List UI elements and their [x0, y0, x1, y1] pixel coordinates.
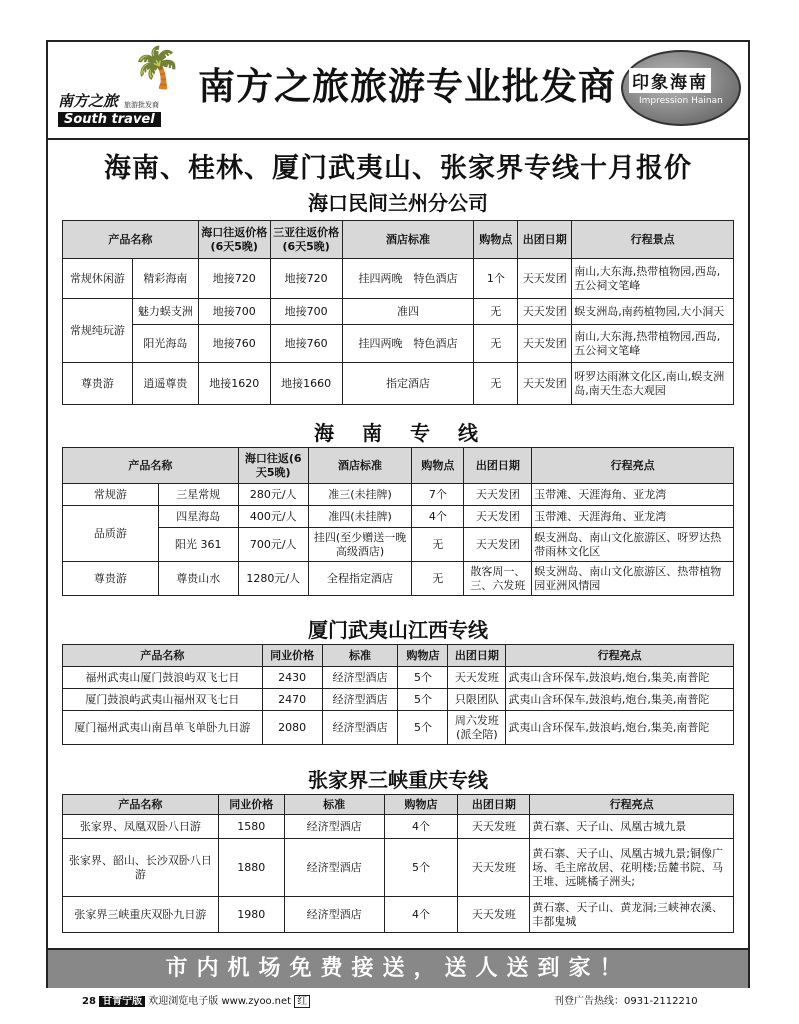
cell: 4个 [384, 897, 458, 933]
cell: 玉带滩、天涯海角、亚龙湾 [532, 484, 734, 506]
logo-en: South travel [58, 112, 161, 127]
cell: 天天发团 [464, 484, 532, 506]
cell: 地接720 [198, 259, 270, 299]
table-row [63, 325, 734, 363]
table-row [63, 528, 734, 562]
cell: 准四(未挂牌) [308, 506, 412, 528]
cell: 阳光 361 [158, 528, 238, 562]
logo-cn: 南方之旅 [58, 92, 119, 110]
cell: 武夷山含环保车,鼓浪屿,炮台,集美,南普陀 [506, 689, 734, 711]
section-xiamen: 厦门武夷山江西专线 [308, 618, 488, 642]
cell: 1280元/人 [238, 562, 308, 596]
cell: 天天发团 [518, 259, 572, 299]
col-header: 酒店标准 [342, 221, 474, 259]
south-travel-logo [54, 45, 188, 132]
col-header: 三亚往返价格(6天5晚) [270, 221, 342, 259]
cell: 全程指定酒店 [308, 562, 412, 596]
cell: 精彩海南 [132, 259, 198, 299]
col-header: 购物点 [474, 221, 518, 259]
cell: 天天发团 [464, 506, 532, 528]
cell: 无 [474, 299, 518, 325]
table-row [63, 506, 734, 528]
col-header: 出团日期 [464, 448, 532, 484]
cell: 挂四(至少赠送一晚高级酒店) [308, 528, 412, 562]
color-tag: 红 [294, 995, 310, 1008]
col-header: 出团日期 [458, 795, 530, 815]
cell: 1580 [218, 815, 284, 839]
cell: 1980 [218, 897, 284, 933]
cell: 品质游 [63, 506, 159, 562]
cell: 无 [474, 325, 518, 363]
col-header: 出团日期 [518, 221, 572, 259]
cell: 地接700 [270, 299, 342, 325]
cell: 天天发团 [518, 363, 572, 405]
col-header: 行程亮点 [506, 645, 734, 667]
logo-right-en: Impression Hainan [639, 96, 723, 106]
cell: 尊贵游 [63, 562, 159, 596]
cell: 1880 [218, 839, 284, 897]
table-row [63, 259, 734, 299]
cell: 地接760 [270, 325, 342, 363]
cell: 5个 [398, 711, 448, 745]
cell: 天天发团 [518, 299, 572, 325]
cell: 尊贵游 [63, 363, 133, 405]
cell: 尊贵山水 [158, 562, 238, 596]
col-header: 海口往返(6天5晚) [238, 448, 308, 484]
cell: 天天发班 [458, 815, 530, 839]
cell: 天天发班 [458, 897, 530, 933]
cell: 天天发班 [458, 839, 530, 897]
cell: 黄石寨、天子山、凤凰古城九景 [530, 815, 734, 839]
table-row [63, 562, 734, 596]
cell: 魅力蜈支洲 [132, 299, 198, 325]
table-row [63, 839, 734, 897]
cell: 无 [474, 363, 518, 405]
cell: 5个 [398, 689, 448, 711]
company-name: 南方之旅旅游专业批发商 [198, 65, 616, 108]
col-header: 标准 [322, 645, 398, 667]
cell: 张家界、凤凰双卧八日游 [63, 815, 219, 839]
cell: 4个 [412, 506, 464, 528]
cell: 地接1660 [270, 363, 342, 405]
page-number: 28 [82, 996, 96, 1007]
cell: 准三(未挂牌) [308, 484, 412, 506]
col-header: 海口往返价格(6天5晚) [198, 221, 270, 259]
cell: 常规休闲游 [63, 259, 133, 299]
table-row [63, 689, 734, 711]
cell: 天天发团 [464, 528, 532, 562]
ad-hotline: 刊登广告热线：0931-2112210 [554, 996, 698, 1007]
cell: 逍遥尊贵 [132, 363, 198, 405]
cell: 蜈支洲岛、南山文化旅游区、呀罗达热带雨林文化区 [532, 528, 734, 562]
website-text: 欢迎浏览电子版 www.zyoo.net [148, 996, 292, 1007]
cell: 无 [412, 528, 464, 562]
cell: 2470 [262, 689, 322, 711]
table-hainan-line [62, 447, 734, 596]
cell: 1个 [474, 259, 518, 299]
cell: 经济型酒店 [322, 689, 398, 711]
cell: 福州武夷山厦门鼓浪屿双飞七日 [63, 667, 263, 689]
table-zhangjiajie-line [62, 794, 734, 933]
table-row [63, 897, 734, 933]
pickup-banner: 市内机场免费接送，送人送到家！ [48, 948, 748, 988]
cell: 地接1620 [198, 363, 270, 405]
section-zhangjiajie: 张家界三峡重庆专线 [308, 768, 488, 792]
cell: 2080 [262, 711, 322, 745]
col-header: 出团日期 [448, 645, 506, 667]
section-hainan: 海 南 专 线 [314, 421, 482, 445]
col-header: 购物点 [412, 448, 464, 484]
cell: 呀罗达雨淋文化区,南山,蜈支洲岛,南天生态大观园 [572, 363, 734, 405]
impression-hainan-logo [621, 50, 741, 126]
cell: 7个 [412, 484, 464, 506]
header [48, 42, 748, 140]
col-header: 同业价格 [262, 645, 322, 667]
table-row [63, 484, 734, 506]
cell: 经济型酒店 [322, 711, 398, 745]
cell: 四星海岛 [158, 506, 238, 528]
cell: 准四 [342, 299, 474, 325]
table-row [63, 299, 734, 325]
cell: 阳光海岛 [132, 325, 198, 363]
cell: 5个 [398, 667, 448, 689]
cell: 三星常规 [158, 484, 238, 506]
cell: 地接760 [198, 325, 270, 363]
cell: 只限团队 [448, 689, 506, 711]
cell: 挂四两晚 特色酒店 [342, 325, 474, 363]
logo-sub: 旅游批发商 [124, 101, 159, 109]
cell: 周六发班(派全陪) [448, 711, 506, 745]
cell: 天天发班 [448, 667, 506, 689]
cell: 黄石寨、天子山、凤凰古城九景;铜像广场、毛主席故居、花明楼;岳麓书院、马王堆、远眺橘子洲头; [530, 839, 734, 897]
cell: 经济型酒店 [284, 839, 384, 897]
cell: 经济型酒店 [284, 897, 384, 933]
cell: 4个 [384, 815, 458, 839]
cell: 蜈支洲岛、南山文化旅游区、热带植物园亚洲风情园 [532, 562, 734, 596]
cell: 常规纯玩游 [63, 299, 133, 363]
col-header: 行程亮点 [532, 448, 734, 484]
edition-badge: 甘青宁版 [99, 996, 145, 1007]
cell: 常规游 [63, 484, 159, 506]
cell: 地接700 [198, 299, 270, 325]
cell: 无 [412, 562, 464, 596]
cell: 武夷山含环保车,鼓浪屿,炮台,集美,南普陀 [506, 711, 734, 745]
page-frame [46, 40, 750, 988]
cell: 张家界、韶山、长沙双卧八日游 [63, 839, 219, 897]
cell: 南山,大东海,热带植物园,西岛,五公祠文笔峰 [572, 259, 734, 299]
table-row [63, 711, 734, 745]
cell: 280元/人 [238, 484, 308, 506]
cell: 700元/人 [238, 528, 308, 562]
col-header: 产品名称 [63, 645, 263, 667]
main-title: 海南、桂林、厦门武夷山、张家界专线十月报价 [104, 153, 692, 184]
col-header: 行程亮点 [530, 795, 734, 815]
cell: 黄石寨、天子山、黄龙洞;三峡神农溪、丰都鬼城 [530, 897, 734, 933]
cell: 厦门鼓浪屿武夷山福州双飞七日 [63, 689, 263, 711]
cell: 武夷山含环保车,鼓浪屿,炮台,集美,南普陀 [506, 667, 734, 689]
cell: 地接720 [270, 259, 342, 299]
cell: 厦门福州武夷山南昌单飞单卧九日游 [63, 711, 263, 745]
table-hainan-quotes [62, 220, 734, 405]
col-header: 标准 [284, 795, 384, 815]
col-header: 购物店 [398, 645, 448, 667]
footer-left [82, 992, 310, 1007]
cell: 蜈支洲岛,南药植物园,大小洞天 [572, 299, 734, 325]
palm-tree-icon: 🌴 [132, 45, 182, 91]
cell: 张家界三峡重庆双卧九日游 [63, 897, 219, 933]
branch-title: 海口民间兰州分公司 [308, 191, 488, 215]
cell: 400元/人 [238, 506, 308, 528]
table-row [63, 815, 734, 839]
col-header: 产品名称 [63, 448, 239, 484]
cell: 2430 [262, 667, 322, 689]
col-header: 产品名称 [63, 221, 199, 259]
table-row [63, 667, 734, 689]
col-header: 产品名称 [63, 795, 219, 815]
cell: 挂四两晚 特色酒店 [342, 259, 474, 299]
col-header: 行程景点 [572, 221, 734, 259]
cell: 南山,大东海,热带植物园,西岛,五公祠文笔峰 [572, 325, 734, 363]
cell: 指定酒店 [342, 363, 474, 405]
cell: 玉带滩、天涯海角、亚龙湾 [532, 506, 734, 528]
logo-right-cn: 印象海南 [629, 68, 711, 93]
col-header: 酒店标准 [308, 448, 412, 484]
cell: 散客周一、三、六发班 [464, 562, 532, 596]
cell: 经济型酒店 [322, 667, 398, 689]
col-header: 同业价格 [218, 795, 284, 815]
table-row [63, 363, 734, 405]
cell: 天天发团 [518, 325, 572, 363]
col-header: 购物店 [384, 795, 458, 815]
cell: 5个 [384, 839, 458, 897]
cell: 经济型酒店 [284, 815, 384, 839]
table-xiamen-line [62, 644, 734, 745]
